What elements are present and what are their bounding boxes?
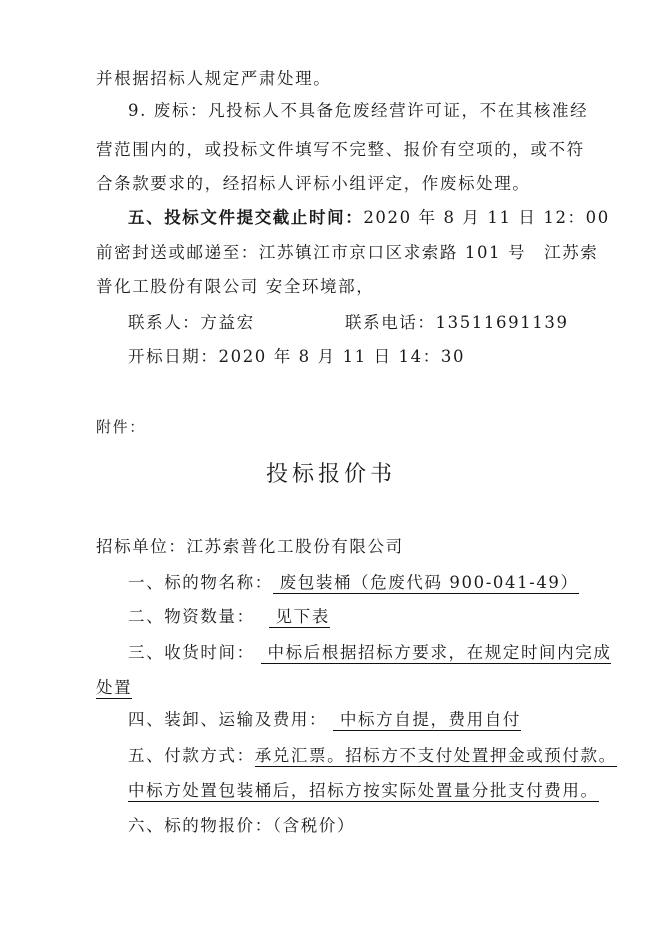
paragraph-line: 并根据招标人规定严肃处理。	[96, 69, 332, 88]
transport-value: 中标方自提，费用自付	[333, 710, 521, 729]
item-quantity: 二、物资数量： 见下表	[128, 607, 330, 626]
item-payment-cont: 中标方处置包装桶后，招标方按实际处置量分批支付费用。	[128, 781, 599, 800]
opening-date: 开标日期：2020 年 8 月 11 日 14：30	[128, 347, 466, 366]
paragraph-line: 普化工股份有限公司 安全环境部，	[96, 277, 375, 296]
item-delivery: 三、收货时间： 中标后根据招标方要求，在规定时间内完成	[128, 643, 612, 662]
contact-person: 联系人：方益宏	[128, 313, 255, 332]
item-price: 六、标的物报价：（含税价）	[128, 816, 356, 835]
paragraph-line: 前密封送或邮递至：江苏镇江市京口区求索路 101 号 江苏索	[96, 243, 599, 262]
contact-phone: 联系电话：13511691139	[345, 313, 569, 332]
tenderer: 招标单位：江苏索普化工股份有限公司	[96, 537, 404, 556]
deadline-value: 2020 年 8 月 11 日 12：00	[363, 208, 610, 227]
page-title: 投标报价书	[265, 462, 396, 487]
item-payment: 五、付款方式：承兑汇票。招标方不支付处置押金或预付款。	[128, 746, 617, 765]
deadline-heading: 五、投标文件提交截止时间：	[128, 208, 364, 227]
paragraph-line: 合条款要求的，经招标人评标小组评定，作废标处理。	[96, 174, 531, 193]
attachment-label: 附件：	[96, 418, 146, 436]
payment-value: 承兑汇票。招标方不支付处置押金或预付款。	[254, 746, 617, 765]
deadline-line	[128, 208, 610, 228]
item-subject: 一、标的物名称： 废包装桶（危废代码 900-041-49）	[128, 573, 579, 592]
item-delivery-cont: 处置	[96, 678, 133, 697]
quantity-value: 见下表	[268, 607, 330, 626]
paragraph-line: 营范围内的，或投标文件填写不完整、报价有空项的，或不符	[96, 140, 585, 159]
paragraph-line: 9. 废标：凡投标人不具备危废经营许可证，不在其核准经	[128, 101, 589, 120]
subject-value: 废包装桶（危废代码 900-041-49）	[272, 573, 579, 592]
item-transport: 四、装卸、运输及费用： 中标方自提，费用自付	[128, 710, 521, 729]
delivery-value: 中标后根据招标方要求，在规定时间内完成	[260, 643, 612, 662]
